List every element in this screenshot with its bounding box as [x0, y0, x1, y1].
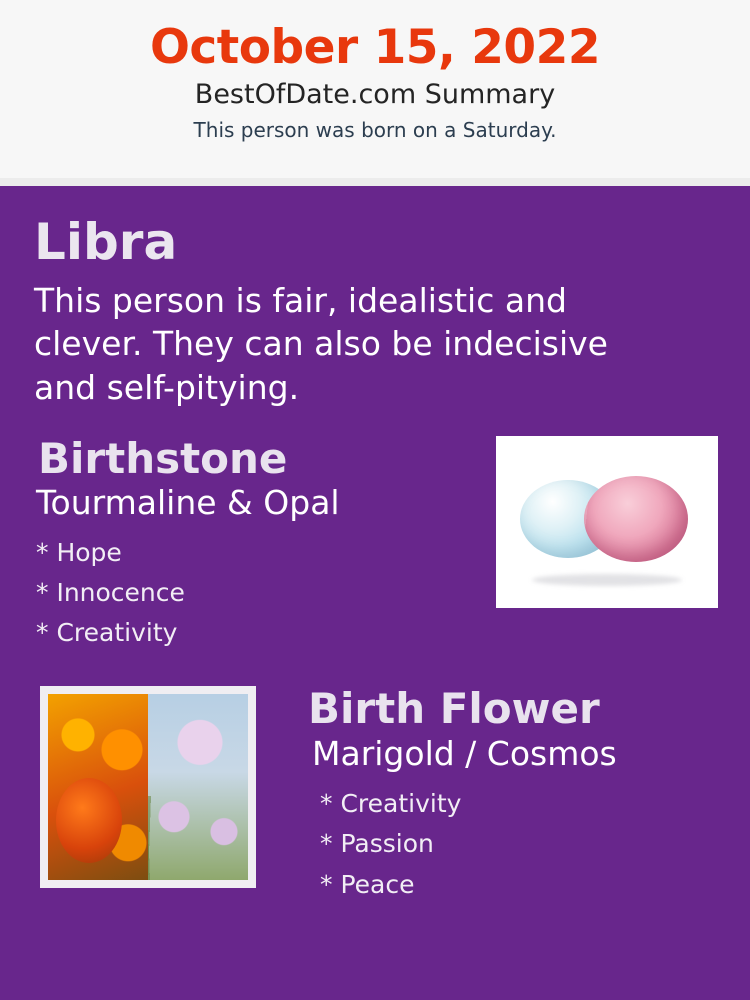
birthstone-heading: Birthstone: [38, 434, 288, 484]
zodiac-sign-name: Libra: [34, 213, 178, 271]
birthstone-trait: * Hope: [36, 538, 122, 568]
birth-flower-section: [32, 686, 718, 926]
birthstone-section: [32, 436, 718, 666]
birth-flower-trait: * Creativity: [320, 788, 462, 818]
birth-flower-names: Marigold / Cosmos: [312, 734, 617, 774]
tourmaline-gem-icon: [584, 476, 688, 562]
marigold-photo: [48, 694, 148, 880]
birth-flower-image-canvas: [48, 694, 248, 880]
birthstone-image: [496, 436, 718, 608]
birth-flower-heading: Birth Flower: [308, 684, 600, 734]
birth-flower-text: [280, 686, 718, 905]
birthstone-trait: * Innocence: [36, 578, 185, 608]
cosmos-photo: [148, 694, 248, 880]
birth-flower-trait: * Peace: [320, 869, 415, 899]
summary-body: [0, 186, 750, 1000]
birthstone-trait: * Creativity: [36, 618, 178, 648]
birth-flower-image: [40, 686, 256, 888]
page-header: [0, 0, 750, 178]
gem-facets: [584, 476, 688, 562]
zodiac-description: This person is fair, idealistic and clever. They can also be indecisive and self-pitying.: [34, 280, 608, 408]
gem-shadow: [532, 574, 682, 586]
birthstone-names: Tourmaline & Opal: [36, 483, 340, 523]
birthstone-image-canvas: [506, 446, 708, 598]
site-summary-label: BestOfDate.com Summary: [194, 79, 556, 111]
page-title-date: October 15, 2022: [149, 20, 601, 75]
birth-flower-trait: * Passion: [320, 829, 434, 859]
header-divider: [0, 178, 750, 186]
birth-day-note: This person was born on a Saturday.: [193, 117, 557, 142]
